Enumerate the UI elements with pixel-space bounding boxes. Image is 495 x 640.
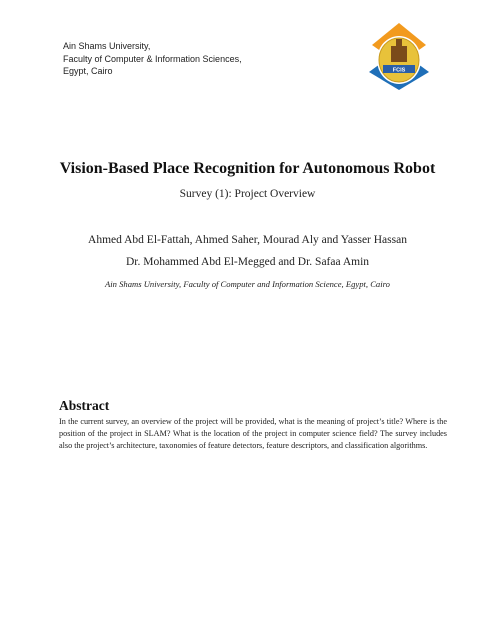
abstract-heading: Abstract xyxy=(59,398,110,413)
institution-line: Ain Shams University, xyxy=(63,41,151,51)
paper-authors: Ahmed Abd El-Fattah, Ahmed Saher, Mourad Aly and Yasser Hassan xyxy=(88,234,407,246)
logo-text: FCIS xyxy=(392,67,406,74)
paper-subtitle: Survey (1): Project Overview xyxy=(179,188,316,200)
logo-tower xyxy=(396,39,402,47)
logo-building xyxy=(391,46,407,62)
paper-supervisors: Dr. Mohammed Abd El-Megged and Dr. Safaa Amin xyxy=(125,256,370,268)
university-logo xyxy=(363,20,435,92)
institution-block xyxy=(63,40,242,78)
paper-title: Vision-Based Place Recognition for Autonomous Robot xyxy=(59,160,436,177)
abstract-body: In the current survey, an overview of the project will be provided, what is the meaning of project’s title? Where is the position of the project in SLAM? What is the location of the project in computer science field? The survey includes also the project’s architecture, taxonomies of feature detectors, feature descriptors, and classification algorithms. xyxy=(59,417,447,450)
institution-line: Egypt, Cairo xyxy=(63,66,113,76)
institution-line: Faculty of Computer & Information Sciences, xyxy=(63,53,242,64)
paper-affiliation: Ain Shams University, Faculty of Computer and Information Science, Egypt, Cairo xyxy=(105,279,390,289)
